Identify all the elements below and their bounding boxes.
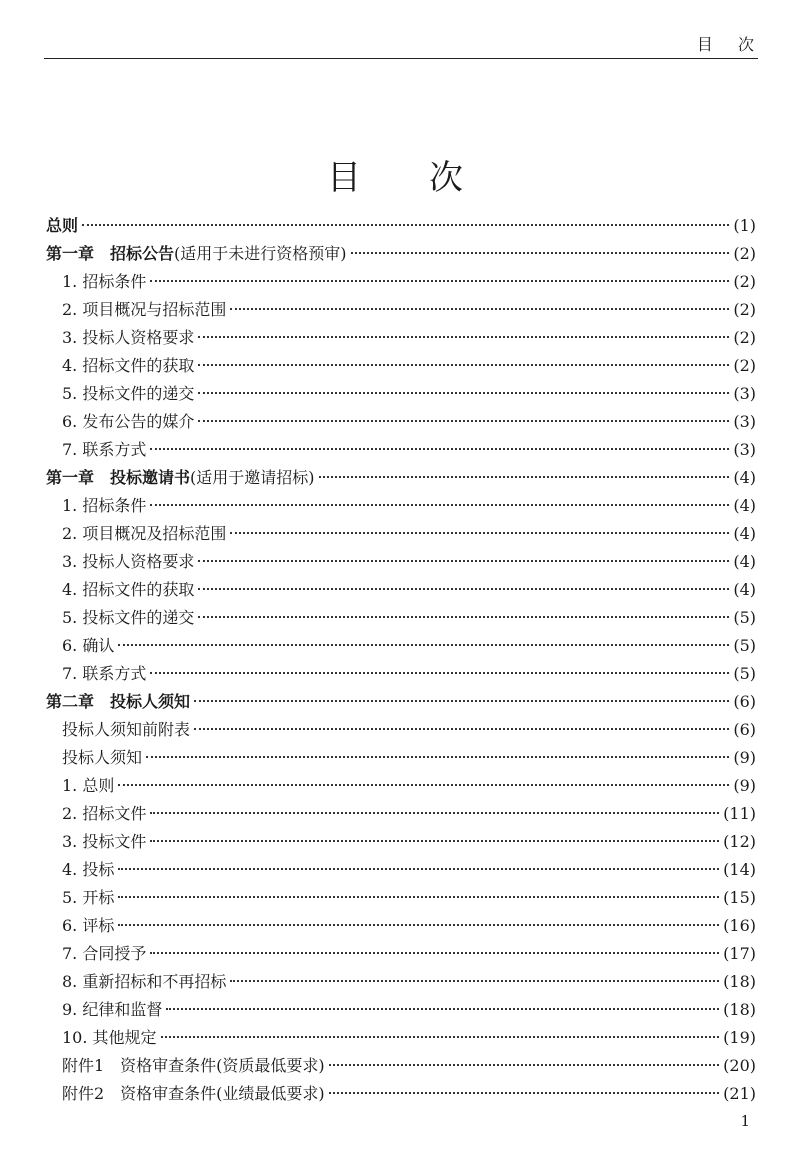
toc-entry-label: [62, 744, 142, 772]
toc-entry-title: 投标人须知: [62, 748, 143, 767]
toc-page-number: (2): [733, 328, 756, 347]
toc-dot-leader: [198, 336, 729, 338]
toc-dot-leader: [150, 280, 729, 282]
toc-entry-label: [62, 716, 190, 744]
toc-entry[interactable]: [46, 632, 756, 660]
running-head-right: 次: [737, 35, 754, 54]
page-number: 1: [740, 1112, 750, 1130]
toc-entry-title: 第一章 投标邀请书: [46, 468, 191, 487]
toc-dot-leader: [146, 756, 729, 758]
toc-entry-label: [62, 772, 114, 800]
toc-page-number: (15): [723, 888, 756, 907]
toc-entry-title: 3. 投标人资格要求: [62, 328, 195, 347]
toc-dot-leader: [198, 616, 729, 618]
toc-entry-label: [62, 296, 226, 324]
toc-entry[interactable]: [46, 940, 756, 968]
toc-dot-leader: [198, 588, 729, 590]
toc-entry[interactable]: [46, 1052, 756, 1080]
toc-page-number: (12): [723, 832, 756, 851]
toc-page-number: (2): [733, 244, 756, 263]
toc-entry-label: [62, 604, 194, 632]
toc-entry-label: [62, 1080, 325, 1108]
toc-entry-title: 1. 招标条件: [62, 496, 147, 515]
toc-entry-label: [62, 380, 194, 408]
toc-entry-label: [46, 688, 190, 716]
toc-entry[interactable]: [46, 772, 756, 800]
toc-dot-leader: [198, 392, 729, 394]
toc-entry-label: [62, 632, 114, 660]
toc-entry-title: 第二章 投标人须知: [46, 692, 191, 711]
running-head-left: 目: [696, 35, 713, 54]
toc-page-number: (3): [733, 412, 756, 431]
toc-dot-leader: [118, 868, 719, 870]
toc-page-number: (5): [733, 636, 756, 655]
toc-page-number: (20): [723, 1056, 756, 1075]
toc-dot-leader: [329, 1064, 719, 1066]
toc-dot-leader: [118, 644, 729, 646]
toc-page-number: (1): [733, 216, 756, 235]
toc-entry-title: 7. 联系方式: [62, 664, 147, 683]
toc-entry[interactable]: [46, 520, 756, 548]
toc-page-number: (2): [733, 356, 756, 375]
toc-entry-label: [46, 464, 315, 492]
toc-page-number: (21): [723, 1084, 756, 1103]
toc-entry-title: 8. 重新招标和不再招标: [62, 972, 227, 991]
toc-entry-label: [62, 884, 114, 912]
toc-page-number: (17): [723, 944, 756, 963]
toc-entry-label: [62, 436, 146, 464]
toc-entry-subtitle: (适用于未进行资格预审): [174, 244, 347, 263]
toc-entry-title: 2. 项目概况与招标范围: [62, 300, 227, 319]
toc-page-number: (14): [723, 860, 756, 879]
toc-entry-title: 5. 开标: [62, 888, 115, 907]
toc-entry[interactable]: [46, 968, 756, 996]
toc-dot-leader: [230, 308, 729, 310]
toc-entry-title: 2. 招标文件: [62, 804, 147, 823]
toc-page-number: (18): [723, 972, 756, 991]
toc-entry-label: [62, 968, 226, 996]
toc-dot-leader: [118, 924, 719, 926]
toc-dot-leader: [198, 420, 729, 422]
toc-page-number: (4): [733, 496, 756, 515]
toc-dot-leader: [150, 448, 729, 450]
toc-entry[interactable]: [46, 1024, 756, 1052]
toc-page-number: (5): [733, 664, 756, 683]
toc-dot-leader: [150, 672, 729, 674]
toc-entry-title: 投标人须知前附表: [62, 720, 191, 739]
toc-dot-leader: [150, 812, 719, 814]
toc-entry-title: 6. 确认: [62, 636, 115, 655]
toc-entry-title: 3. 投标人资格要求: [62, 552, 195, 571]
header-rule: [44, 58, 758, 59]
toc-page-number: (11): [723, 804, 756, 823]
toc-dot-leader: [118, 896, 719, 898]
toc-entry-label: [62, 856, 114, 884]
toc-dot-leader: [194, 728, 729, 730]
toc-entry[interactable]: [46, 912, 756, 940]
toc-entry[interactable]: [46, 548, 756, 576]
toc-page-number: (5): [733, 608, 756, 627]
toc-dot-leader: [198, 364, 729, 366]
toc-dot-leader: [194, 700, 729, 702]
toc-entry-label: [62, 1024, 157, 1052]
toc-entry-title: 3. 投标文件: [62, 832, 147, 851]
page-title-left: 目: [327, 158, 361, 198]
toc-dot-leader: [230, 532, 729, 534]
toc-entry[interactable]: [46, 828, 756, 856]
toc-entry-label: [62, 912, 114, 940]
toc-page-number: (9): [733, 748, 756, 767]
toc-page-number: (4): [733, 580, 756, 599]
page-title: [0, 150, 790, 199]
toc-entry-title: 1. 总则: [62, 776, 115, 795]
toc-dot-leader: [319, 476, 730, 478]
toc-entry-title: 10. 其他规定: [62, 1028, 157, 1047]
toc-entry[interactable]: [46, 996, 756, 1024]
toc-entry-title: 9. 纪律和监督: [62, 1000, 163, 1019]
toc-entry-label: [62, 548, 194, 576]
toc-entry-label: [62, 492, 146, 520]
toc-page-number: (9): [733, 776, 756, 795]
toc-dot-leader: [351, 252, 730, 254]
toc-page-number: (4): [733, 468, 756, 487]
toc-entry[interactable]: [46, 604, 756, 632]
toc-page-number: (19): [723, 1028, 756, 1047]
toc-entry-title: 5. 投标文件的递交: [62, 608, 195, 627]
toc-entry-label: [62, 828, 146, 856]
toc-entry[interactable]: [46, 884, 756, 912]
toc-entry-label: [62, 324, 194, 352]
toc-entry[interactable]: [46, 744, 756, 772]
toc-dot-leader: [150, 504, 729, 506]
toc-entry-title: 7. 联系方式: [62, 440, 147, 459]
toc-entry-title: 附件2 资格审查条件(业绩最低要求): [62, 1084, 325, 1103]
toc-entry[interactable]: [46, 324, 756, 352]
toc-entry-title: 5. 投标文件的递交: [62, 384, 195, 403]
toc-page-number: (6): [733, 720, 756, 739]
toc-entry-title: 2. 项目概况及招标范围: [62, 524, 227, 543]
toc-entry[interactable]: [46, 688, 756, 716]
page-title-right: 次: [429, 158, 463, 198]
toc-entry[interactable]: [46, 436, 756, 464]
toc-entry-label: [62, 940, 146, 968]
toc-dot-leader: [166, 1008, 719, 1010]
toc-page-number: (18): [723, 1000, 756, 1019]
toc-entry[interactable]: [46, 492, 756, 520]
toc-entry-label: [62, 268, 146, 296]
toc-entry-label: [62, 660, 146, 688]
toc-entry[interactable]: [46, 408, 756, 436]
toc-entry-title: 附件1 资格审查条件(资质最低要求): [62, 1056, 325, 1075]
toc-page-number: (3): [733, 384, 756, 403]
toc-page-number: (16): [723, 916, 756, 935]
toc-dot-leader: [150, 840, 719, 842]
toc-entry-label: [62, 996, 162, 1024]
toc-entry-label: [62, 352, 194, 380]
toc-entry[interactable]: [46, 660, 756, 688]
toc-entry-title: 4. 招标文件的获取: [62, 356, 195, 375]
toc-entry[interactable]: [46, 352, 756, 380]
toc-entry-title: 总则: [46, 216, 79, 235]
toc-entry-title: 7. 合同授予: [62, 944, 147, 963]
toc-entry[interactable]: [46, 240, 756, 268]
toc-entry[interactable]: [46, 212, 756, 240]
toc-page-number: (2): [733, 272, 756, 291]
toc-page-number: (4): [733, 524, 756, 543]
table-of-contents: [46, 212, 756, 1108]
toc-dot-leader: [118, 784, 729, 786]
toc-entry[interactable]: [46, 856, 756, 884]
toc-entry-title: 1. 招标条件: [62, 272, 147, 291]
toc-entry-label: [62, 1052, 325, 1080]
toc-dot-leader: [198, 560, 729, 562]
toc-entry-title: 6. 评标: [62, 916, 115, 935]
toc-dot-leader: [150, 952, 719, 954]
toc-entry[interactable]: [46, 800, 756, 828]
toc-entry[interactable]: [46, 464, 756, 492]
toc-page-number: (6): [733, 692, 756, 711]
toc-entry[interactable]: [46, 716, 756, 744]
toc-entry-title: 4. 投标: [62, 860, 115, 879]
toc-page-number: (4): [733, 552, 756, 571]
toc-entry-label: [62, 408, 194, 436]
toc-entry-label: [62, 576, 194, 604]
toc-entry-label: [62, 800, 146, 828]
toc-entry[interactable]: [46, 576, 756, 604]
toc-page-number: (2): [733, 300, 756, 319]
toc-dot-leader: [230, 980, 719, 982]
toc-entry[interactable]: [46, 296, 756, 324]
toc-entry-label: [46, 212, 78, 240]
running-head: [677, 32, 754, 55]
toc-dot-leader: [161, 1036, 720, 1038]
toc-page-number: (3): [733, 440, 756, 459]
toc-entry[interactable]: [46, 380, 756, 408]
toc-dot-leader: [82, 224, 729, 226]
toc-entry[interactable]: [46, 268, 756, 296]
toc-entry-label: [46, 240, 347, 268]
toc-entry-title: 第一章 招标公告: [46, 244, 175, 263]
toc-entry[interactable]: [46, 1080, 756, 1108]
toc-entry-subtitle: (适用于邀请招标): [190, 468, 315, 487]
toc-entry-title: 6. 发布公告的媒介: [62, 412, 195, 431]
toc-entry-title: 4. 招标文件的获取: [62, 580, 195, 599]
toc-entry-label: [62, 520, 226, 548]
toc-dot-leader: [329, 1092, 719, 1094]
